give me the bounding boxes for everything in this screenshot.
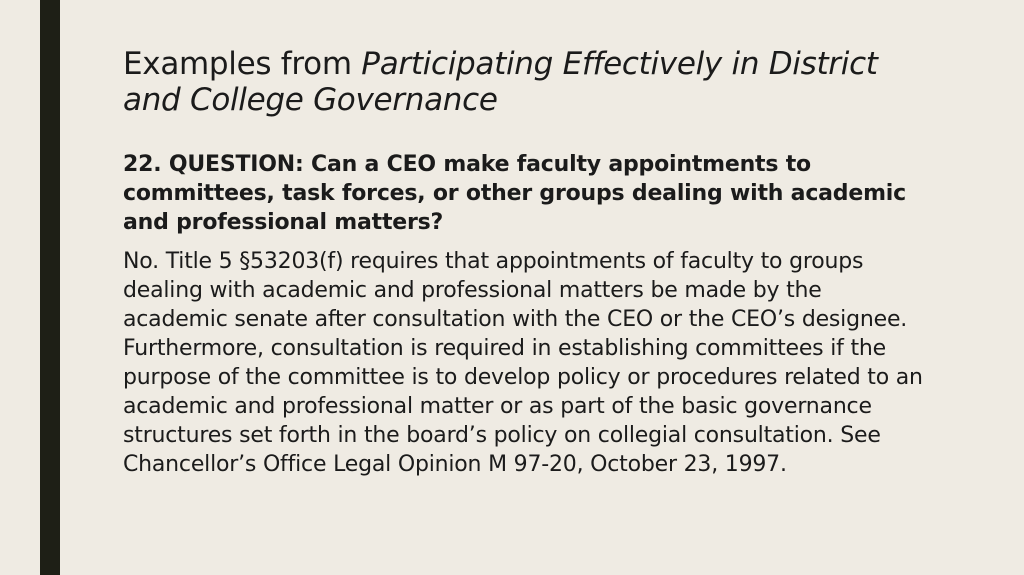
question-text: 22. QUESTION: Can a CEO make faculty appointments to committees, task forces, or other groups dealing with academic and professional matters? xyxy=(123,152,906,235)
slide-title xyxy=(123,46,923,118)
accent-bar xyxy=(40,0,60,575)
slide-content xyxy=(123,46,923,479)
answer-text: No. Title 5 §53203(f) requires that appointments of faculty to groups dealing with academic and professional matters be made by the academic senate after consultation with the CEO or the CEO’s designee. Furthermore, consultation is required in establishing committees if the purpose of the committee is to develop policy or procedures related to an academic and professional matter or as part of the basic governance structures set forth in the board’s policy on collegial consultation. See Chancellor’s Office Legal Opinion M 97-20, October 23, 1997. xyxy=(123,249,923,477)
title-prefix: Examples from xyxy=(123,46,362,82)
title-book-name: Participating Effectively in District and College Governance xyxy=(123,46,878,118)
